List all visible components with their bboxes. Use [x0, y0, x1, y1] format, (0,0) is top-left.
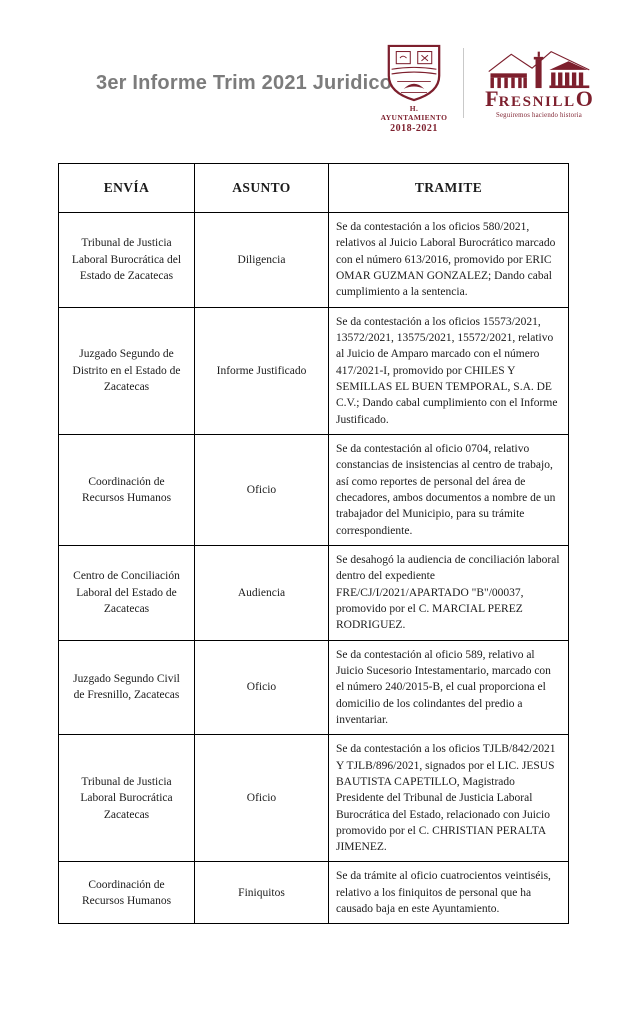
table-row — [59, 307, 569, 434]
cell-asunto: Oficio — [195, 434, 329, 545]
table-row — [59, 213, 569, 308]
cell-tramite: Se da contestación al oficio 589, relativo al Juicio Sucesorio Intestamentario, marcado con el número 240/2015-B, el cual proporciona el domicilio de los colindantes del predio a inventariar. — [329, 640, 569, 735]
cell-envia: Coordinación de Recursos Humanos — [59, 862, 195, 924]
cell-envia: Juzgado Segundo de Distrito en el Estado de Zacatecas — [59, 307, 195, 434]
cell-tramite: Se desahogó la audiencia de conciliación laboral dentro del expediente FRE/CJ/I/2021/APARTADO "B"/00037, promovido por el C. MARCIAL PEREZ RODRIGUEZ. — [329, 545, 569, 640]
fresnillo-logo — [477, 48, 601, 119]
cell-envia: Tribunal de Justicia Laboral Burocrática del Estado de Zacatecas — [59, 213, 195, 308]
header-row — [59, 164, 569, 213]
cell-tramite: Se da contestación al oficio 0704, relativo constancias de insistencias al centro de trabajo, así como reportes de personal del área de checadores, ambos documentos a nombre de un trabajador del Municipio, para su trámite correspondiente. — [329, 434, 569, 545]
table-row — [59, 862, 569, 924]
cell-envia: Centro de Conciliación Laboral del Estado de Zacatecas — [59, 545, 195, 640]
cell-asunto: Informe Justificado — [195, 307, 329, 434]
fresnillo-wordmark-first: F — [485, 86, 499, 111]
cell-tramite: Se da contestación a los oficios 15573/2021, 13572/2021, 13575/2021, 15572/2021, relativo al Juicio de Amparo marcado con el número 417/2021-I, promovido por CHILES Y SEMILLAS EL BUEN TEMPORAL, S.A. DE C.V.; Dando cabal cumplimiento con el Informe Justificado. — [329, 307, 569, 434]
col-header-tramite: TRAMITE — [329, 164, 569, 213]
crest-caption-line1: H. AYUNTAMIENTO — [380, 104, 448, 123]
table-row — [59, 545, 569, 640]
cell-envia: Tribunal de Justicia Laboral Burocrática Zacatecas — [59, 735, 195, 862]
ayuntamiento-crest-logo — [380, 44, 448, 135]
fresnillo-wordmark — [477, 88, 601, 110]
cell-envia: Juzgado Segundo Civil de Fresnillo, Zacatecas — [59, 640, 195, 735]
records-table-body — [59, 213, 569, 924]
table-row — [59, 434, 569, 545]
fresnillo-tagline: Seguiremos haciendo historia — [495, 112, 582, 119]
cell-asunto: Diligencia — [195, 213, 329, 308]
cell-tramite: Se da contestación a los oficios TJLB/842/2021 Y TJLB/896/2021, signados por el LIC. JESUS BAUTISTA CAPETILLO, Magistrado Presidente del Tribunal de Justicia Laboral Burocrática del Estado, relacionado con Juicio promovido por el C. CHRISTIAN PERALTA JIMENEZ. — [329, 735, 569, 862]
cell-asunto: Oficio — [195, 640, 329, 735]
col-header-envia: ENVÍA — [59, 164, 195, 213]
table-row — [59, 735, 569, 862]
fresnillo-wordmark-mid: RESNILL — [498, 94, 576, 110]
logo-divider — [463, 48, 464, 118]
cell-asunto: Audiencia — [195, 545, 329, 640]
cell-tramite: Se da trámite al oficio cuatrocientos veintiséis, relativo a los finiquitos de personal que ha causado baja en este Ayuntamiento. — [329, 862, 569, 924]
table-row — [59, 640, 569, 735]
fresnillo-skyline-icon — [487, 48, 591, 90]
crest-caption-line2: 2018-2021 — [390, 122, 438, 134]
cell-envia: Coordinación de Recursos Humanos — [59, 434, 195, 545]
records-table — [58, 163, 569, 924]
crest-shield-icon — [386, 44, 442, 102]
records-table-header — [59, 164, 569, 213]
cell-tramite: Se da contestación a los oficios 580/2021, relativos al Juicio Laboral Burocrático marcado con el número 613/2016, promovido por ERIC OMAR GUZMAN GONZALEZ; Dando cabal cumplimiento a la sentencia. — [329, 213, 569, 308]
cell-asunto: Finiquitos — [195, 862, 329, 924]
page-title: 3er Informe Trim 2021 Juridico — [96, 72, 393, 94]
cell-asunto: Oficio — [195, 735, 329, 862]
fresnillo-wordmark-last: O — [575, 86, 593, 111]
col-header-asunto: ASUNTO — [195, 164, 329, 213]
crest-caption — [380, 104, 448, 135]
